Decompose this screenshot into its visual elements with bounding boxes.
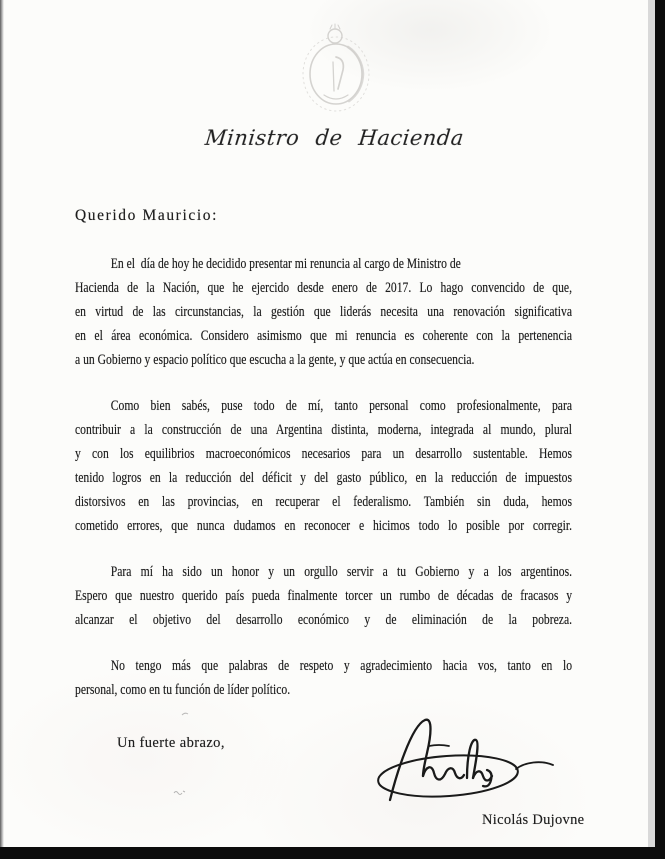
handwritten-signature-icon — [363, 708, 558, 813]
letter-line: alcanzar el objetivo del desarrollo económico y de eliminación de la pobreza. — [75, 612, 573, 628]
letter-paragraph — [75, 252, 572, 372]
scan-edge-gray-line — [648, 0, 655, 859]
coat-of-arms-seal-icon — [284, 14, 388, 118]
letter-body — [75, 252, 572, 724]
letter-paragraph — [75, 394, 572, 538]
letter-line: tenido logros en la reducción del déficit y del gasto público, en la reducción de impuestos — [75, 470, 573, 486]
letter-line: y con los equilibrios macroeconómicos necesarios para un desarrollo sustentable. Hemos — [75, 446, 573, 462]
letterhead-title: Ministro de Hacienda — [203, 126, 466, 150]
letter-line: Espero que nuestro querido país pueda finalmente torcer un rumbo de décadas de fracasos y — [75, 588, 573, 604]
signer-name: Nicolás Dujovne — [482, 812, 585, 828]
scan-smudge-mark — [181, 711, 193, 717]
letter-line: No tengo más que palabras de respeto y agradecimiento hacia vos, tanto en lo — [110, 658, 573, 674]
letter-line: En el día de hoy he decidido presentar mi renuncia al cargo de Ministro de — [110, 256, 461, 272]
letter-line: a un Gobierno y espacio político que escucha a la gente, y que actúa en consecuencia. — [75, 352, 475, 368]
letter-line: en virtud de las circunstancias, la gestión que liderás necesita una renovación significativa — [75, 304, 573, 320]
letter-paragraph — [75, 654, 572, 702]
letter-line: cometido errores, que nunca dudamos en reconocer e hicimos todo lo posible por corregir. — [75, 518, 573, 534]
letter-paragraph — [75, 560, 572, 632]
letter-line: Para mí ha sido un honor y un orgullo servir a tu Gobierno y a los argentinos. — [110, 564, 573, 580]
scan-edge-left — [0, 0, 4, 859]
greeting-line: Querido Mauricio: — [75, 207, 218, 224]
letter-line: personal, como en tu función de líder político. — [75, 682, 291, 698]
closing-line: Un fuerte abrazo, — [117, 735, 225, 751]
scan-edge-right — [655, 0, 665, 859]
scan-smudge-mark — [173, 789, 187, 796]
letter-line: distorsivos en las provincias, en recuperar el federalismo. También sin duda, hemos — [75, 494, 573, 510]
letter-line: contribuir a la construcción de una Argentina distinta, moderna, integrada al mundo, plural — [75, 422, 573, 438]
letter-line: Hacienda de la Nación, que he ejercido desde enero de 2017. Lo hago convencido de que, — [75, 280, 573, 296]
scan-edge-bottom — [0, 847, 665, 859]
letter-line: Como bien sabés, puse todo de mí, tanto personal como profesionalmente, para — [110, 398, 573, 414]
letter-line: en el área económica. Considero asimismo que mi renuncia es coherente con la pertenencia — [75, 328, 573, 344]
